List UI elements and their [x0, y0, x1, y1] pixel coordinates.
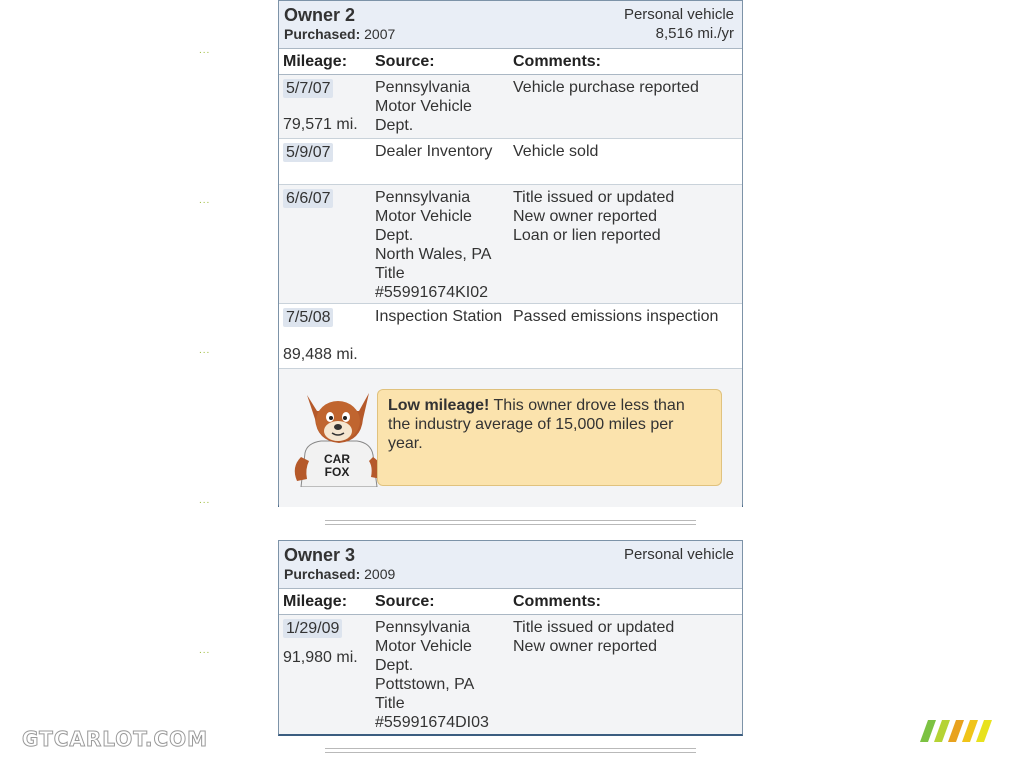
- record-comments: [513, 185, 742, 303]
- source-line: Pennsylvania: [375, 79, 471, 96]
- source-line: Motor Vehicle: [375, 638, 472, 655]
- carfox-mascot-icon: [287, 375, 387, 487]
- history-row: [279, 75, 742, 139]
- owner-title: Owner 3: [284, 545, 356, 565]
- low-mileage-section: [279, 369, 742, 507]
- decorative-dots: ...: [199, 495, 211, 506]
- record-date: 7/5/08: [283, 308, 333, 327]
- source-header: Source:: [375, 592, 435, 610]
- source-line: Motor Vehicle: [375, 98, 472, 115]
- column-headers: [279, 589, 742, 615]
- record-source: [375, 615, 513, 734]
- owner-3-card: [278, 540, 743, 736]
- shirt-text-fox: FOX: [324, 465, 350, 479]
- purchased-year: 2007: [364, 26, 396, 42]
- owner-header: [279, 541, 742, 589]
- source-line: #55991674DI03: [375, 714, 489, 731]
- history-row: [279, 615, 742, 734]
- record-comments: [513, 139, 742, 184]
- record-source: [375, 139, 513, 184]
- record-mileage: 89,488 mi.: [283, 346, 358, 363]
- record-comments: [513, 75, 742, 138]
- record-mileage: 91,980 mi.: [283, 649, 358, 666]
- miles-per-year: 8,516 mi./yr: [655, 25, 734, 42]
- owner-title: Owner 2: [284, 5, 356, 25]
- source-line: Title: [375, 265, 405, 282]
- source-line: Title: [375, 695, 405, 712]
- decorative-dots: ...: [199, 195, 211, 206]
- shirt-text-car: CAR: [324, 452, 350, 466]
- comment-line: Title issued or updated: [513, 619, 675, 636]
- record-source: [375, 75, 513, 138]
- low-mileage-callout: [377, 389, 722, 486]
- brand-stripes-icon: [920, 720, 1000, 742]
- history-row: [279, 185, 742, 304]
- history-row: [279, 304, 742, 369]
- source-line: Dept.: [375, 227, 414, 244]
- record-source: [375, 304, 513, 368]
- purchased-label: Purchased:: [284, 566, 361, 582]
- source-line: Pennsylvania: [375, 189, 471, 206]
- decorative-dots: ...: [199, 45, 211, 56]
- comments-header: Comments:: [513, 592, 602, 610]
- mileage-header: Mileage:: [283, 52, 348, 70]
- owner-usage-info: [624, 5, 734, 43]
- decorative-dots: ...: [199, 645, 211, 656]
- source-header: Source:: [375, 52, 435, 70]
- comment-line: New owner reported: [513, 208, 658, 225]
- section-separator: [325, 748, 696, 753]
- record-date: 5/9/07: [283, 143, 333, 162]
- comment-line: Passed emissions inspection: [513, 308, 719, 325]
- record-comments: [513, 304, 742, 368]
- source-line: Dept.: [375, 657, 414, 674]
- record-date: 1/29/09: [283, 619, 342, 638]
- comments-header: Comments:: [513, 52, 602, 70]
- purchased-year: 2009: [364, 566, 396, 582]
- source-line: #55991674KI02: [375, 284, 488, 301]
- callout-bold: Low mileage!: [388, 397, 490, 414]
- source-line: Dealer Inventory: [375, 143, 493, 160]
- record-date: 6/6/07: [283, 189, 333, 208]
- record-source: [375, 185, 513, 303]
- purchased-label: Purchased:: [284, 26, 361, 42]
- comment-line: New owner reported: [513, 638, 658, 655]
- column-headers: [279, 49, 742, 75]
- site-watermark: GTCARLOT.COM: [22, 727, 209, 751]
- source-line: Dept.: [375, 117, 414, 134]
- history-row: [279, 139, 742, 185]
- decorative-dots: ...: [199, 345, 211, 356]
- source-line: Pennsylvania: [375, 619, 471, 636]
- source-line: North Wales, PA: [375, 246, 492, 263]
- comment-line: Loan or lien reported: [513, 227, 661, 244]
- record-date: 5/7/07: [283, 79, 333, 98]
- usage-type: Personal vehicle: [623, 546, 734, 563]
- section-separator: [325, 520, 696, 525]
- usage-type: Personal vehicle: [623, 6, 734, 23]
- owner-usage-info: [624, 545, 734, 564]
- mileage-header: Mileage:: [283, 592, 348, 610]
- source-line: Motor Vehicle: [375, 208, 472, 225]
- record-comments: [513, 615, 742, 734]
- owner-2-card: [278, 0, 743, 507]
- comment-line: Vehicle sold: [513, 143, 599, 160]
- comment-line: Vehicle purchase reported: [513, 79, 699, 96]
- source-line: Inspection Station: [375, 308, 503, 325]
- callout-text: This owner drove less than the industry average of 15,000 miles per year.: [388, 397, 685, 452]
- owner-header: [279, 1, 742, 49]
- record-mileage: 79,571 mi.: [283, 116, 358, 133]
- source-line: Pottstown, PA: [375, 676, 475, 693]
- purchased-line: [284, 566, 737, 582]
- comment-line: Title issued or updated: [513, 189, 675, 206]
